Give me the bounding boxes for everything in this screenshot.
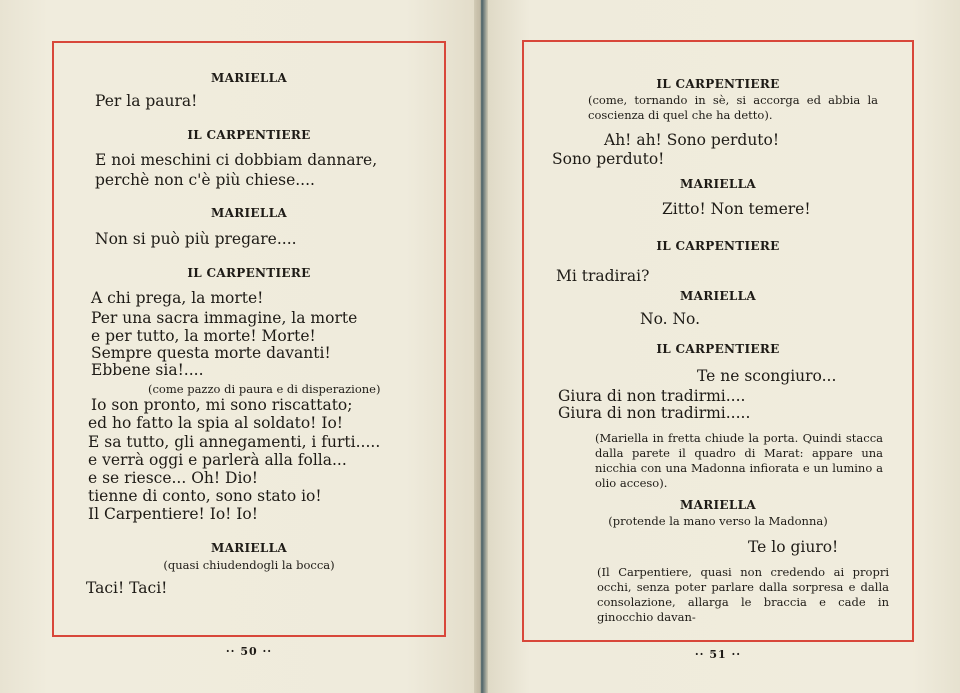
dialogue-line: Taci! Taci! xyxy=(86,579,168,597)
page-number: ·· 50 ·· xyxy=(225,645,273,658)
stage-direction: (Il Carpentiere, quasi non credendo ai propri occhi, senza poter parlare dalla sorpresa e dalla consolazione, allarga le braccia e cade in ginocchio davan- xyxy=(597,565,889,624)
stage-direction: (Mariella in fretta chiude la porta. Quindi stacca dalla parete il quadro di Marat: appare una nicchia con una Madonna infiorata e un lumino a olio acceso). xyxy=(595,431,883,490)
dialogue-line: Giura di non tradirmi.... xyxy=(558,387,746,405)
dialogue-line: Ebbene sia!.... xyxy=(91,361,204,379)
speaker-name: MARIELLA xyxy=(680,498,756,512)
dialogue-line: Mi tradirai? xyxy=(556,267,650,285)
dialogue-line: ed ho fatto la spia al soldato! Io! xyxy=(88,414,344,432)
dialogue-line: perchè non c'è più chiese.... xyxy=(95,171,315,189)
dialogue-line: Te lo giuro! xyxy=(748,538,839,556)
speaker-name: MARIELLA xyxy=(680,177,756,191)
stage-direction: (come pazzo di paura e di disperazione) xyxy=(148,382,381,396)
dialogue-line: Per la paura! xyxy=(95,92,198,110)
dialogue-line: Non si può più pregare.... xyxy=(95,230,297,248)
book-gutter xyxy=(474,0,488,693)
speaker-name: MARIELLA xyxy=(211,206,287,220)
dialogue-line: Giura di non tradirmi..... xyxy=(558,404,751,422)
stage-direction: (quasi chiudendogli la bocca) xyxy=(163,558,335,572)
dialogue-line: e verrà oggi e parlerà alla folla... xyxy=(88,451,347,469)
speaker-name: MARIELLA xyxy=(211,71,287,85)
dialogue-line: e per tutto, la morte! Morte! xyxy=(91,327,316,345)
dialogue-line: A chi prega, la morte! xyxy=(91,289,264,307)
dialogue-line: Io son pronto, mi sono riscattato; xyxy=(91,396,353,414)
speaker-name: IL CARPENTIERE xyxy=(656,239,780,253)
dialogue-line: Te ne scongiuro... xyxy=(697,367,837,385)
dialogue-line: E noi meschini ci dobbiam dannare, xyxy=(95,151,378,169)
dialogue-line: Il Carpentiere! Io! Io! xyxy=(88,505,258,523)
speaker-name: IL CARPENTIERE xyxy=(187,128,311,142)
dialogue-line: E sa tutto, gli annegamenti, i furti..... xyxy=(88,433,381,451)
speaker-name: IL CARPENTIERE xyxy=(656,342,780,356)
dialogue-line: tienne di conto, sono stato io! xyxy=(88,487,322,505)
dialogue-line: Sempre questa morte davanti! xyxy=(91,344,331,362)
dialogue-line: Ah! ah! Sono perduto! xyxy=(604,131,780,149)
stage-direction: (come, tornando in sè, si accorga ed abbia la coscienza di quel che ha detto). xyxy=(588,93,878,122)
speaker-name: MARIELLA xyxy=(211,541,287,555)
dialogue-line: Zitto! Non temere! xyxy=(662,200,811,218)
speaker-name: IL CARPENTIERE xyxy=(656,77,780,91)
dialogue-line: Per una sacra immagine, la morte xyxy=(91,309,358,327)
stage-direction: (protende la mano verso la Madonna) xyxy=(608,514,828,528)
speaker-name: MARIELLA xyxy=(680,289,756,303)
speaker-name: IL CARPENTIERE xyxy=(187,266,311,280)
dialogue-line: Sono perduto! xyxy=(552,150,665,168)
dialogue-line: e se riesce... Oh! Dio! xyxy=(88,469,259,487)
dialogue-line: No. No. xyxy=(640,310,701,328)
page-number: ·· 51 ·· xyxy=(694,648,742,661)
